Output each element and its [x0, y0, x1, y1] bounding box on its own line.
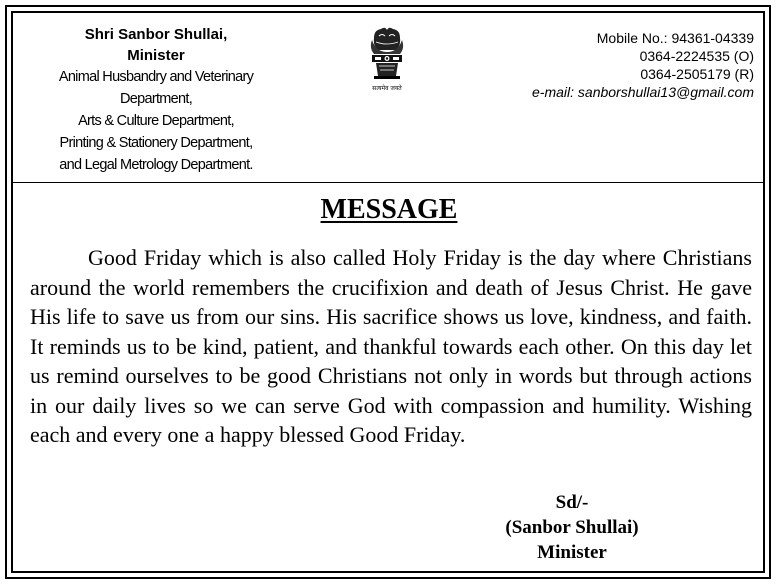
sender-block [26, 24, 286, 176]
residence-phone: 0364-2505179 (R) [640, 66, 754, 82]
mobile-number: Mobile No.: 94361-04339 [596, 30, 754, 46]
department-line: Animal Husbandry and Veterinary [58, 69, 254, 85]
message-heading: MESSAGE [320, 194, 458, 225]
department-line: Arts & Culture Department, [78, 113, 234, 129]
message-body: Good Friday which is also called Holy Friday is the day where Christians around the world remembers the crucifixion and death of Jesus Christ. He gave His life to save us from our sins. His sacrifice shows us love, kindness, and faith. It reminds us to be kind, patient, and thankful towards each other. On this day let us remind ourselves to be good Christians not only in words but through actions in our daily lives so we can serve God with compassion and humility. Wishing each and every one a happy blessed Good Friday. [30, 245, 752, 447]
header-divider [13, 182, 765, 183]
department-line: Printing & Stationery Department, [59, 135, 253, 151]
signature-title: Minister [537, 542, 607, 563]
email-address: e-mail: sanborshullai13@gmail.com [532, 84, 754, 100]
emblem-motto: सत्यमेव जयते [372, 85, 402, 92]
department-line: and Legal Metrology Department. [59, 157, 253, 173]
department-line: Department, [119, 91, 193, 107]
signature-sd: Sd/- [555, 492, 589, 513]
signature-name: (Sanbor Shullai) [505, 517, 639, 538]
sender-name: Shri Sanbor Shullai, [84, 26, 228, 43]
office-phone: 0364-2224535 (O) [639, 48, 754, 64]
signature-block [472, 490, 672, 565]
contact-block [532, 29, 754, 101]
national-emblem-icon [360, 24, 414, 96]
sender-title: Minister [127, 47, 185, 64]
